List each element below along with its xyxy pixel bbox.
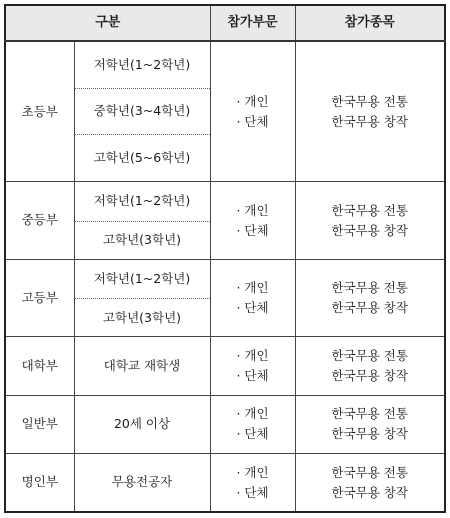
header-event: 참가종목	[295, 5, 445, 41]
header-division: 구분	[5, 5, 210, 41]
group-label: 대학교 재학생	[74, 337, 210, 395]
event-item: 한국무용 전통	[331, 202, 408, 218]
category-item: · 개인	[236, 348, 269, 364]
category-item: · 단체	[236, 113, 269, 129]
group-label: 20세 이상	[74, 395, 210, 453]
category-cell	[210, 337, 295, 395]
event-cell	[295, 41, 445, 182]
table-row	[5, 395, 445, 453]
event-item: 한국무용 전통	[331, 406, 408, 422]
division-label: 중등부	[5, 182, 74, 259]
event-item: 한국무용 창작	[331, 484, 408, 500]
category-cell	[210, 41, 295, 182]
event-cell	[295, 259, 445, 336]
category-item: · 단체	[236, 426, 269, 442]
group-label: 고학년(5~6학년)	[74, 135, 210, 182]
category-item: · 개인	[236, 464, 269, 480]
division-label: 대학부	[5, 337, 74, 395]
event-cell	[295, 337, 445, 395]
event-item: 한국무용 창작	[331, 113, 408, 129]
category-item: · 단체	[236, 368, 269, 384]
event-cell	[295, 454, 445, 512]
category-item: · 개인	[236, 93, 269, 109]
event-item: 한국무용 창작	[331, 426, 408, 442]
table-row	[5, 182, 445, 221]
group-label: 저학년(1~2학년)	[74, 182, 210, 221]
event-item: 한국무용 전통	[331, 464, 408, 480]
event-item: 한국무용 전통	[331, 93, 408, 109]
group-label: 저학년(1~2학년)	[74, 259, 210, 298]
table-row	[5, 454, 445, 512]
event-cell	[295, 395, 445, 453]
category-cell	[210, 454, 295, 512]
table-header-row	[5, 5, 445, 41]
division-label: 초등부	[5, 41, 74, 182]
group-label: 중학년(3~4학년)	[74, 88, 210, 134]
division-label: 고등부	[5, 259, 74, 336]
group-label: 고학년(3학년)	[74, 299, 210, 337]
category-item: · 단체	[236, 300, 269, 316]
table-row	[5, 41, 445, 88]
competition-category-table	[4, 4, 446, 513]
event-item: 한국무용 전통	[331, 280, 408, 296]
event-cell	[295, 182, 445, 259]
category-cell	[210, 259, 295, 336]
division-label: 일반부	[5, 395, 74, 453]
header-category: 참가부문	[210, 5, 295, 41]
event-item: 한국무용 전통	[331, 348, 408, 364]
category-item: · 개인	[236, 202, 269, 218]
event-item: 한국무용 창작	[331, 300, 408, 316]
table-row	[5, 337, 445, 395]
category-cell	[210, 395, 295, 453]
category-item: · 단체	[236, 222, 269, 238]
group-label: 고학년(3학년)	[74, 221, 210, 259]
division-label: 명인부	[5, 454, 74, 512]
category-item: · 개인	[236, 406, 269, 422]
event-item: 한국무용 창작	[331, 222, 408, 238]
category-item: · 단체	[236, 484, 269, 500]
table-row	[5, 259, 445, 298]
group-label: 저학년(1~2학년)	[74, 41, 210, 88]
category-item: · 개인	[236, 280, 269, 296]
group-label: 무용전공자	[74, 454, 210, 512]
event-item: 한국무용 창작	[331, 368, 408, 384]
category-cell	[210, 182, 295, 259]
